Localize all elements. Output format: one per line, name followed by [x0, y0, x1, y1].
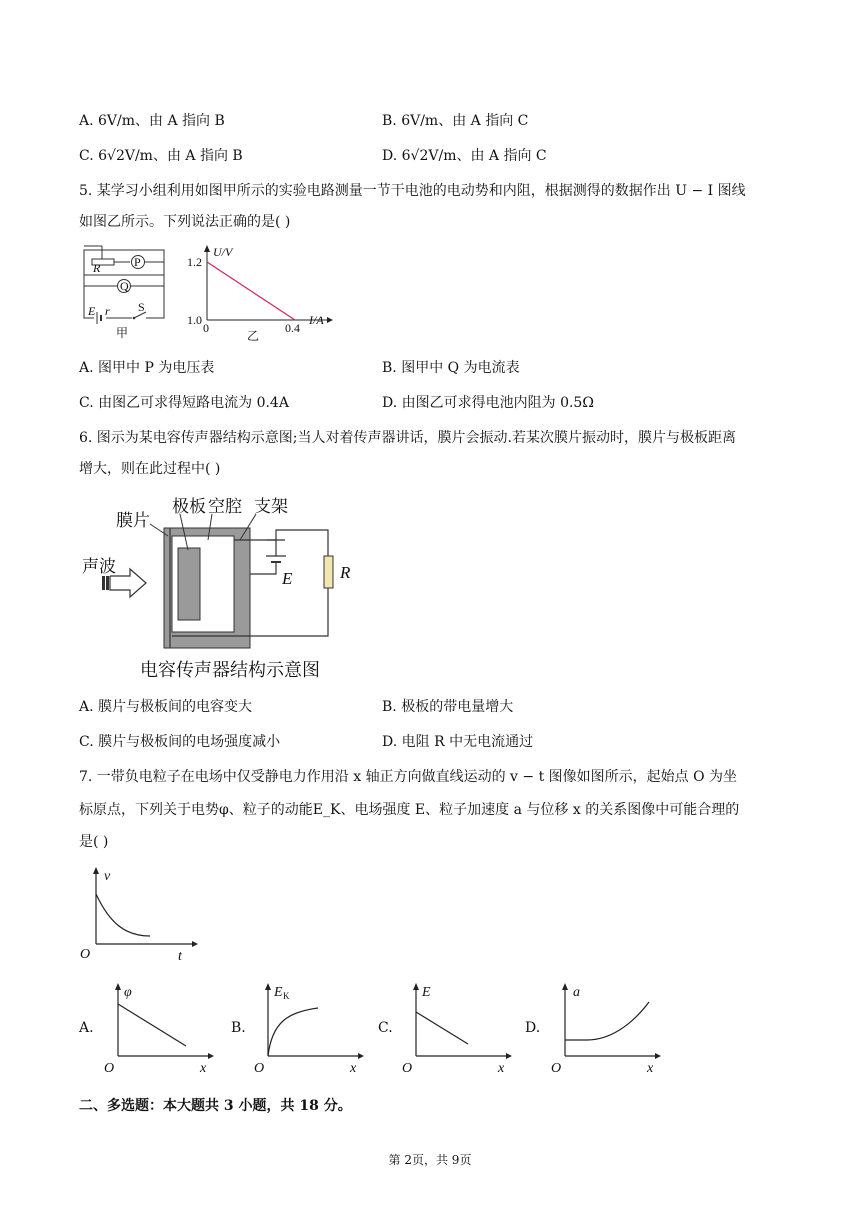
- q7-vt-origin: O: [80, 947, 91, 962]
- q7-graph-d-origin: O: [551, 1061, 562, 1076]
- q5-option-a: A. 图甲中 P 为电压表: [79, 360, 215, 376]
- q6-option-b: B. 极板的带电量增大: [382, 699, 514, 715]
- q7-graph-c: [398, 982, 513, 1074]
- q5-fig-p-label: P: [134, 255, 141, 269]
- q7-graph-a: [100, 982, 215, 1074]
- q5-fig-r-small-label: r: [105, 304, 110, 318]
- q7-graph-a-y-label: φ: [124, 985, 132, 1000]
- q6-option-c: C. 膜片与极板间的电场强度减小: [79, 734, 281, 750]
- q4-option-b: B. 6V/m、由 A 指向 C: [382, 113, 529, 129]
- q5-option-d: D. 由图乙可求得电池内阻为 0.5Ω: [382, 395, 594, 411]
- q5-graph-y-top: 1.2: [187, 255, 202, 269]
- q4-option-d: D. 6√2V/m、由 A 指向 C: [382, 148, 547, 164]
- q5-fig-r-label: R: [93, 261, 101, 275]
- q5-option-c: C. 由图乙可求得短路电流为 0.4A: [79, 395, 289, 411]
- q4-option-a: A. 6V/m、由 A 指向 B: [79, 113, 225, 129]
- q5-fig-q-label: Q: [120, 279, 129, 293]
- q6-figure-caption: 电容传声器结构示意图: [140, 660, 320, 680]
- q7-graph-d: [547, 982, 662, 1074]
- q5-fig-s-label: S: [138, 300, 145, 314]
- q7-graph-a-x-label: x: [200, 1061, 207, 1076]
- q5-fig-yi-caption: 乙: [247, 329, 260, 343]
- q5-fig-e-label: E: [88, 304, 96, 318]
- q7-vt-y-label: v: [104, 869, 111, 884]
- q7-graph-b-option: B.: [231, 1020, 246, 1036]
- q5-graph-y-axis-label: U/V: [213, 245, 233, 259]
- q5-fig-jia-caption: 甲: [116, 326, 129, 340]
- page-footer: 第 2页，共 9页: [388, 1153, 472, 1167]
- q5-graph-x-origin: 0: [203, 321, 209, 335]
- q5-option-b: B. 图甲中 Q 为电流表: [382, 360, 520, 376]
- q7-graph-b-y-subscript: K: [283, 991, 290, 1001]
- q4-option-c: C. 6√2V/m、由 A 指向 B: [79, 148, 243, 164]
- q6-cavity-label: 空腔: [208, 497, 242, 516]
- q6-film-label: 膜片: [116, 511, 150, 530]
- q7-stem-line3: 是( ): [79, 834, 109, 850]
- q5-graph-y-bottom: 1.0: [187, 313, 202, 327]
- q7-vt-x-label: t: [178, 949, 182, 964]
- q5-stem-line2: 如图乙所示。下列说法正确的是( ): [79, 214, 291, 230]
- q7-graph-b-x-label: x: [350, 1061, 357, 1076]
- q5-circuit-figure: [80, 240, 180, 340]
- q7-graph-d-x-label: x: [647, 1061, 654, 1076]
- q7-graph-d-option: D.: [525, 1020, 541, 1036]
- q6-sound-label: 声波: [82, 557, 116, 576]
- q7-graph-c-y-label: E: [422, 985, 431, 1000]
- q6-bracket-label: 支架: [254, 497, 288, 516]
- q7-stem-line2: 标原点，下列关于电势φ、粒子的动能E_K、电场强度 E、粒子加速度 a 与位移 x 的关系图像中可能合理的: [79, 802, 740, 818]
- q7-graph-c-origin: O: [402, 1061, 413, 1076]
- q6-r-label: R: [340, 563, 351, 582]
- q6-option-a: A. 膜片与极板间的电容变大: [79, 699, 253, 715]
- q5-stem-line1: 5. 某学习小组利用如图甲所示的实验电路测量一节干电池的电动势和内阻，根据测得的数据作出 U − I 图线: [79, 183, 746, 199]
- q7-graph-a-origin: O: [104, 1061, 115, 1076]
- q6-stem-line2: 增大，则在此过程中( ): [79, 461, 221, 477]
- q7-graph-b-y-label: E: [274, 985, 283, 1000]
- q7-graph-d-y-label: a: [573, 985, 580, 1000]
- q6-stem-line1: 6. 图示为某电容传声器结构示意图;当人对着传声器讲话，膜片会振动.若某次膜片振动时，膜片与极板距离: [79, 430, 736, 446]
- q7-graph-c-x-label: x: [498, 1061, 505, 1076]
- q6-option-d: D. 电阻 R 中无电流通过: [382, 734, 534, 750]
- q6-plate-label: 极板: [172, 497, 206, 516]
- q5-graph-x-end: 0.4: [285, 321, 300, 335]
- q6-e-label: E: [282, 569, 293, 588]
- q6-microphone-figure: [80, 492, 370, 688]
- q7-stem-line1: 7. 一带负电粒子在电场中仅受静电力作用沿 x 轴正方向做直线运动的 v − t 图像如图所示，起始点 O 为坐: [79, 769, 738, 785]
- q7-graph-b-origin: O: [254, 1061, 265, 1076]
- q7-graph-c-option: C.: [378, 1020, 393, 1036]
- q7-vt-graph: [78, 866, 198, 962]
- q7-graph-a-option: A.: [79, 1020, 94, 1036]
- q5-graph-x-axis-label: I/A: [309, 313, 324, 327]
- section-2-heading: 二、多选题：本大题共 3 小题，共 18 分。: [79, 1098, 352, 1114]
- q5-ui-graph: [185, 244, 335, 344]
- q7-graph-b: [250, 982, 365, 1074]
